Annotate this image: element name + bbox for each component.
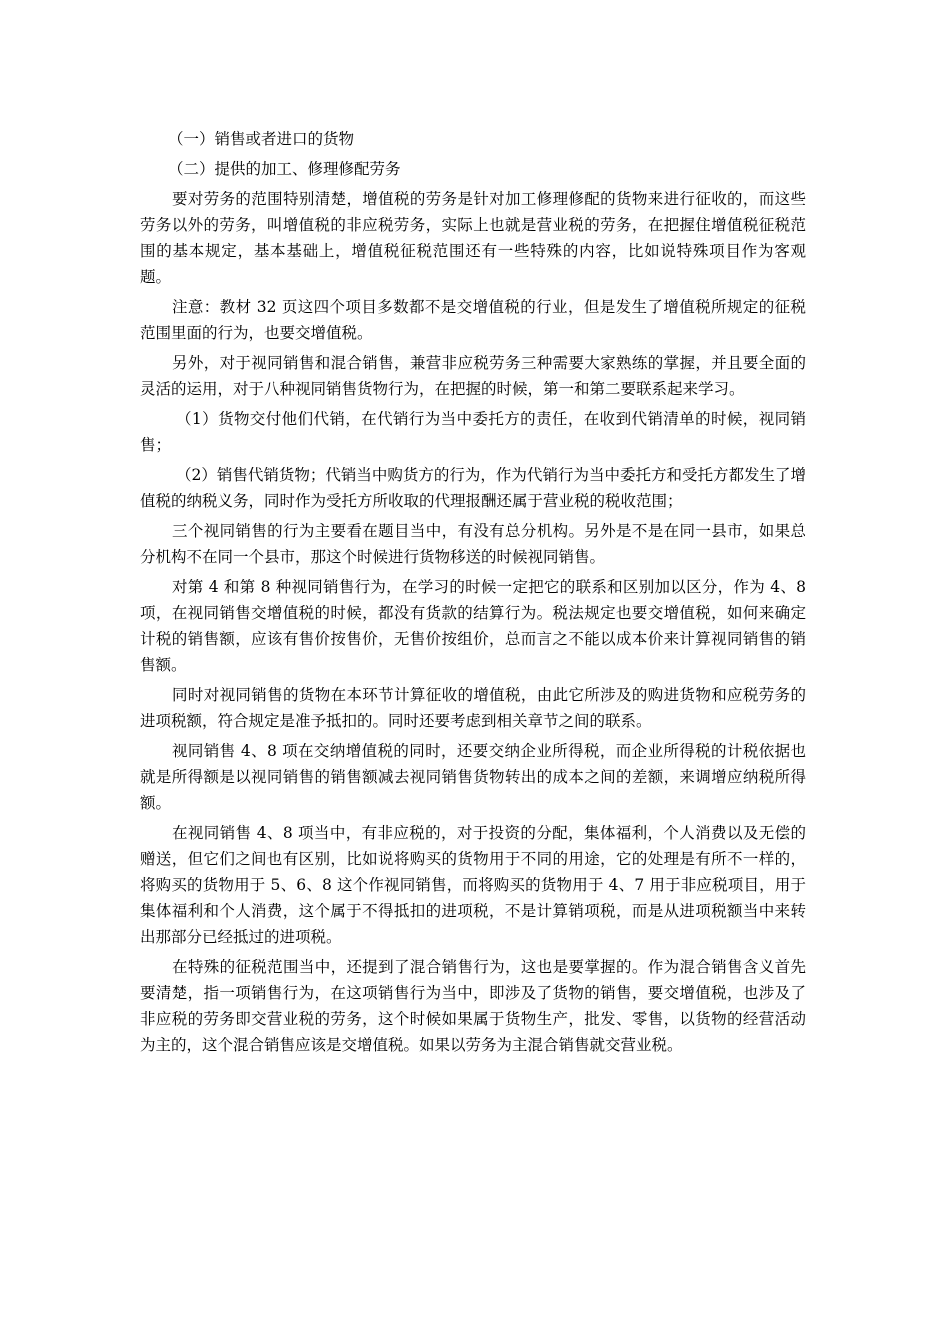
paragraph-mixed-sales: 在特殊的征税范围当中，还提到了混合销售行为，这也是要掌握的。作为混合销售含义首先要清楚，指一项销售行为，在这项销售行为当中，即涉及了货物的销售，要交增值税，也涉及了非应税的劳务即交营业税的劳务，这个时候如果属于货物生产，批发、零售，以货物的经营活动为主的，这个混合销售应该是交增值税。如果以劳务为主混合销售就交营业税。 [140, 958, 806, 1054]
paragraph-item-services: （二）提供的加工、修理修配劳务 [168, 160, 401, 178]
paragraph-deemed-sales-intro: 另外，对于视同销售和混合销售，兼营非应税劳务三种需要大家熟练的掌握，并且要全面的灵活的运用，对于八种视同销售货物行为，在把握的时候，第一和第二要联系起来学习。 [140, 354, 806, 398]
paragraph-items-4-8: 对第 4 和第 8 种视同销售行为，在学习的时候一定把它的联系和区别加以区分，作为 4、8 项，在视同销售交增值税的时候，都没有货款的结算行为。税法规定也要交增值税，如何来确定计税的销售额，应该有售价按售价，无售价按组价，总而言之不能以成本价来计算视同销售的销售额。 [140, 578, 806, 674]
paragraph-list-item-1: （1）货物交付他们代销，在代销行为当中委托方的责任，在收到代销清单的时候，视同销售； [140, 410, 806, 454]
document-body [140, 126, 806, 1062]
paragraph-income-tax: 视同销售 4、8 项在交纳增值税的同时，还要交纳企业所得税，而企业所得税的计税依据也就是所得额是以视同销售的销售额减去视同销售货物转出的成本之间的差额，来调增应纳税所得额。 [140, 742, 806, 812]
paragraph-non-taxable-uses: 在视同销售 4、8 项当中，有非应税的，对于投资的分配，集体福利，个人消费以及无偿的赠送，但它们之间也有区别，比如说将购买的货物用于不同的用途，它的处理是有所不一样的，将购买的货物用于 5、6、8 这个作视同销售，而将购买的货物用于 4、7 用于非应税项目，用于集体福利和个人消费，这个属于不得抵扣的进项税，不是计算销项税，而是从进项税额当中来转出那部分已经抵过的进项税。 [140, 824, 806, 946]
paragraph-service-scope: 要对劳务的范围特别清楚，增值税的劳务是针对加工修理修配的货物来进行征收的，而这些劳务以外的劳务，叫增值税的非应税劳务，实际上也就是营业税的劳务，在把握住增值税征税范围的基本规定，基本基础上，增值税征税范围还有一些特殊的内容，比如说特殊项目作为客观题。 [140, 190, 806, 286]
paragraph-item-goods: （一）销售或者进口的货物 [168, 130, 355, 148]
paragraph-list-item-2: （2）销售代销货物；代销当中购货方的行为，作为代销行为当中委托方和受托方都发生了增值税的纳税义务，同时作为受托方所收取的代理报酬还属于营业税的税收范围； [140, 466, 806, 510]
paragraph-note: 注意：教材 32 页这四个项目多数都不是交增值税的行业，但是发生了增值税所规定的征税范围里面的行为，也要交增值税。 [140, 298, 806, 342]
paragraph-third-deemed-sale: 三个视同销售的行为主要看在题目当中，有没有总分机构。另外是不是在同一县市，如果总分机构不在同一个县市，那这个时候进行货物移送的时候视同销售。 [140, 522, 806, 566]
paragraph-input-tax: 同时对视同销售的货物在本环节计算征收的增值税，由此它所涉及的购进货物和应税劳务的进项税额，符合规定是准予抵扣的。同时还要考虑到相关章节之间的联系。 [140, 686, 806, 730]
